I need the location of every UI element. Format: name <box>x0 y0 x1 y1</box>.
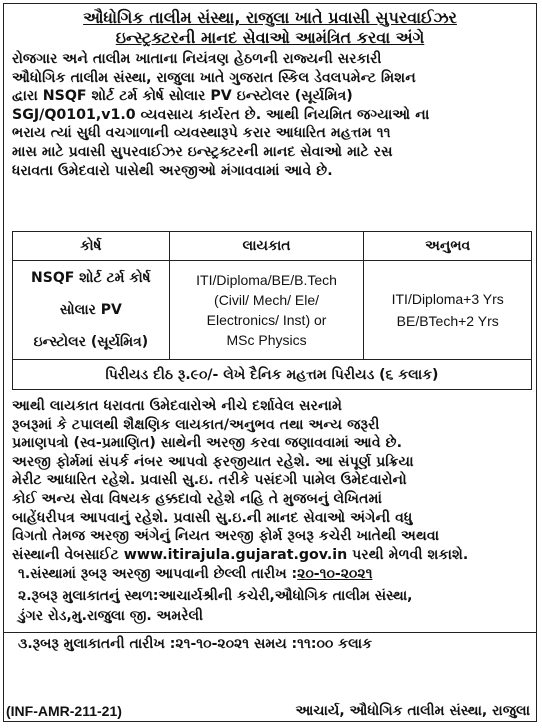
notice-title-line1: ઔધોગિક તાલીમ સંસ્થા, રાજુલા ખાતે પ્રવાસી સુપરવાઈઝર <box>83 8 457 27</box>
signatory: આચાર્ય, ઔધોગિક તાલીમ સંસ્થા, રાજુલા <box>295 703 530 719</box>
body-line: અરજી ફોર્મમાં સંપર્ક નંબર આપવો ફરજીયાત રહેશે. આ સંપૂર્ણ પ્રક્રિયા <box>12 453 414 470</box>
intro-line: SGJ/Q0101,v1.0 વ્યવસાય કાર્યરત છે. આથી નિયમિત જગ્યાઓ ના <box>12 106 430 123</box>
header-qualification: લાયકાત <box>169 232 364 261</box>
table-row <box>13 261 532 360</box>
body-line: વિગતો તેમજ અરજી અંગેનું નિયત અરજી ફોર્મ રૂબરૂ કચેરી ખાતેથી અથવા <box>12 528 440 545</box>
header-experience: અનુભવ <box>364 232 532 261</box>
body-line: પ્રમાણપત્રો (સ્વ-પ્રમાણિત) સાથેની અરજી કરવા જણાવવામાં આવે છે. <box>12 435 402 452</box>
experience-cell <box>364 261 532 360</box>
qualification-line: Electronics/ Inst) or <box>206 312 327 328</box>
experience-line: BE/BTech+2 Yrs <box>396 313 499 329</box>
course-line: સોલાર PV <box>59 302 122 318</box>
intro-line: રોજગાર અને તાલીમ ખાતાના નિયંત્રણ હેઠળની રાજ્યની સરકારી <box>12 51 382 67</box>
body-line: રૂબરૂમાં કે ટપાલથી શૈક્ષણિક લાયકાત/અનુભવ તથા અન્ય જરૂરી <box>12 416 380 433</box>
body-line: બાહેંધરીપત્ર આપવાનું રહેશે. પ્રવાસી સુ.ઇ.ની માનદ સેવાઓ અંગેની વધુ <box>12 509 413 526</box>
table-header-row <box>13 232 532 261</box>
period-row <box>13 360 532 390</box>
intro-paragraph <box>12 50 530 180</box>
notice-title-line2: ઇન્સ્ટ્રક્ટરની માનદ સેવાઓ આમંત્રિત કરવા અંગે <box>115 28 425 47</box>
intro-line: દ્વારા NSQF શોર્ટ ટર્મ કોર્ષ સોલાર PV ઇન્સ્ટોલર (સૂર્યમિત્ર) <box>12 88 353 105</box>
points-block <box>4 566 536 655</box>
requirements-table <box>12 231 532 390</box>
point-2-line1: ૨.રૂબરૂ મુલાકાતનું સ્થળ:આચાર્યશ્રીની કચેરી,ઔધોગિક તાલીમ સંસ્થા, <box>18 588 413 604</box>
point-1-label: ૧.સંસ્થામાં રૂબરૂ અરજી આપવાની છેલ્લી તારીખ : <box>18 566 298 582</box>
intro-line: ધરાવતા ઉમેદવારો પાસેથી અરજીઓ મંગાવવામાં આવે છે. <box>12 162 333 179</box>
intro-line: ભરાય ત્યાં સુધી વચગાળાની વ્યવસ્થારૂપે કરાર આધારિત મહત્તમ ૧૧ <box>12 125 391 142</box>
body-line: મેરીટ આધારિત રહેશે. પ્રવાસી સુ.ઇ. તરીકે પસંદગી પામેલ ઉમેદવારોનો <box>12 472 407 489</box>
point-1-date: ૨૦-૧૦-૨૦૨૧ <box>297 566 373 582</box>
point-2-line2: ડુંગર રોડ,મુ.રાજુલા જી. અમરેલી <box>18 608 204 624</box>
body-line: સંસ્થાની વેબસાઈટ www.itirajula.gujarat.gov.in પરથી મેળવી શકાશે. <box>12 546 469 563</box>
footer <box>4 703 536 723</box>
body-line: આથી લાયકાત ધરાવતા ઉમેદવારોએ નીચે દર્શાવેલ સરનામે <box>12 398 343 414</box>
course-line: ઇન્સ્ટોલર (સૂર્યમિત્ર) <box>33 334 149 350</box>
qualification-line: MSc Physics <box>226 332 307 348</box>
body-paragraph <box>12 397 530 564</box>
course-cell <box>13 261 170 360</box>
reference-number: (INF-AMR-211-21) <box>6 703 122 719</box>
intro-line: માસ માટે પ્રવાસી સુપરવાઈઝર ઇન્સ્ટ્રક્ટરની માનદ સેવાઓ માટે રસ <box>12 143 393 160</box>
notice-box <box>3 3 537 722</box>
point-3: ૩.રૂબરૂ મુલાકાતની તારીખ :૨૧-૧૦-૨૦૨૧ સમય :૧૧:૦૦ કલાક <box>4 632 536 655</box>
experience-line: ITI/Diploma+3 Yrs <box>391 291 504 307</box>
point-1 <box>4 566 536 588</box>
qualification-line: (Civil/ Mech/ Ele/ <box>214 292 320 308</box>
qualification-cell <box>169 261 364 360</box>
period-cell: પિરીયડ દીઠ રૂ.૯૦/- લેખે દૈનિક મહત્તમ પિરીયડ (૬ કલાક) <box>13 360 532 390</box>
header-course: કોર્ષ <box>13 232 170 261</box>
body-line: કોઈ અન્ય સેવા વિષયક હક્કદાવો રહેશે નહિ તે મુજબનું લેખિતમાં <box>12 490 382 507</box>
intro-line: ઔધોગિક તાલીમ સંસ્થા, રાજુલા ખાતે ગુજરાત સ્કિલ ડેવલપમેન્ટ મિશન <box>12 69 416 86</box>
course-line: NSQF શોર્ટ ટર્મ કોર્ષ <box>31 270 151 286</box>
qualification-line: ITI/Diploma/BE/B.Tech <box>196 272 337 288</box>
